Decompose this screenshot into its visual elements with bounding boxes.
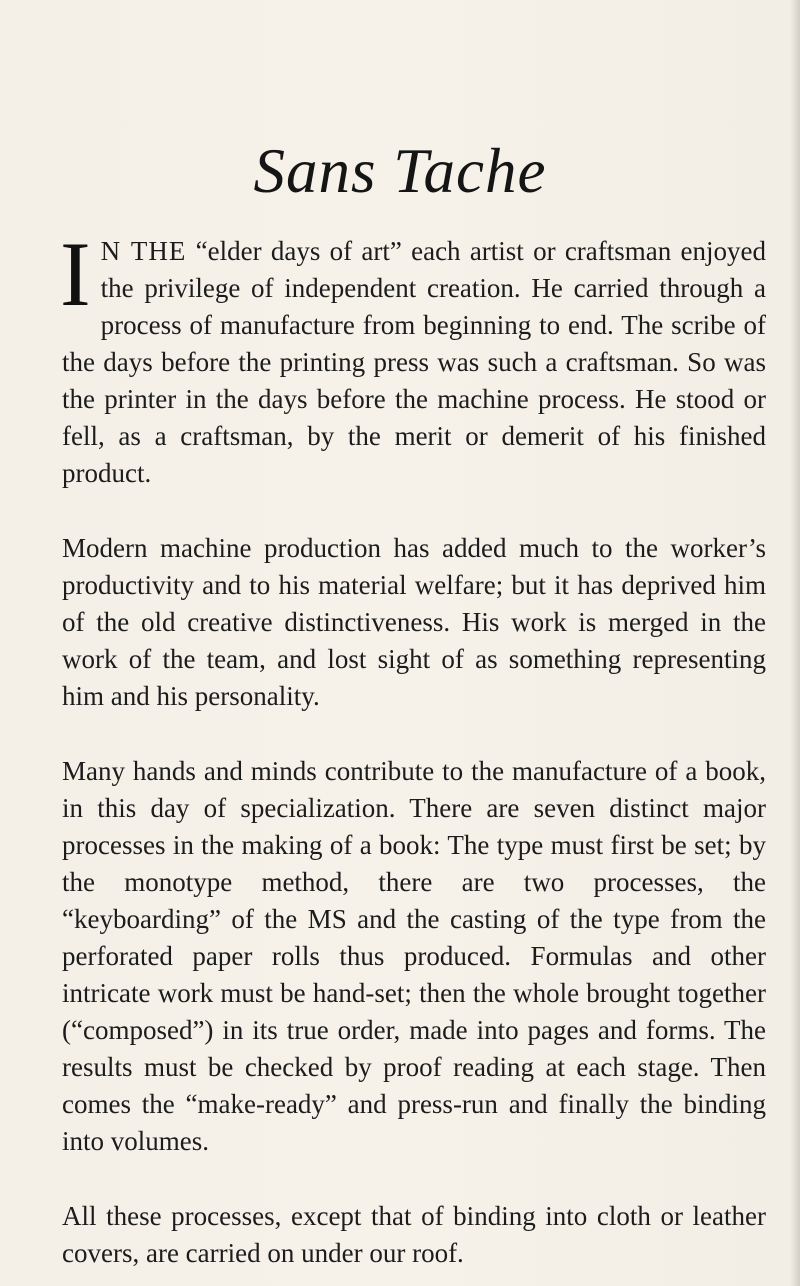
- paragraph-text: “elder days of art” each artist or craftsman enjoyed the privilege of independent creation. He carried through a process of manufacture from beginning to end. The scribe of the days before the printing press was such a craftsman. So was the printer in the days before the machine process. He stood or fell, as a craftsman, by the merit or demerit of his finished product.: [62, 236, 766, 488]
- paragraph-lead-in: N THE: [100, 236, 187, 266]
- paragraph-2: [62, 530, 766, 715]
- paragraph-1: [60, 223, 766, 492]
- paragraph-text: Many hands and minds contribute to the manufacture of a book, in this day of specialization. There are seven distinct major processes in the making of a book: The type must first be set; by the monotype method, there are two processes, the “keyboarding” of the MS and the casting of the type from the perforated paper rolls thus produced. Formulas and other intricate work must be hand-set; then the whole brought together (“composed”) in its true order, made into pages and forms. The results must be checked by proof reading at each stage. Then comes the “make-ready” and press-run and finally the binding into volumes.: [62, 756, 766, 1156]
- body-text: [60, 223, 766, 1272]
- paragraph-text: All these processes, except that of binding into cloth or leather covers, are carried on under our roof.: [62, 1201, 766, 1268]
- drop-cap: I: [60, 223, 91, 325]
- paragraph-3: [62, 753, 766, 1160]
- paragraph-text: Modern machine production has added much to the worker’s productivity and to his material welfare; but it has deprived him of the old creative distinctiveness. His work is merged in the work of the team, and lost sight of as something representing him and his personality.: [62, 533, 766, 711]
- paragraph-4: [62, 1198, 766, 1272]
- page-title: Sans Tache: [253, 136, 547, 206]
